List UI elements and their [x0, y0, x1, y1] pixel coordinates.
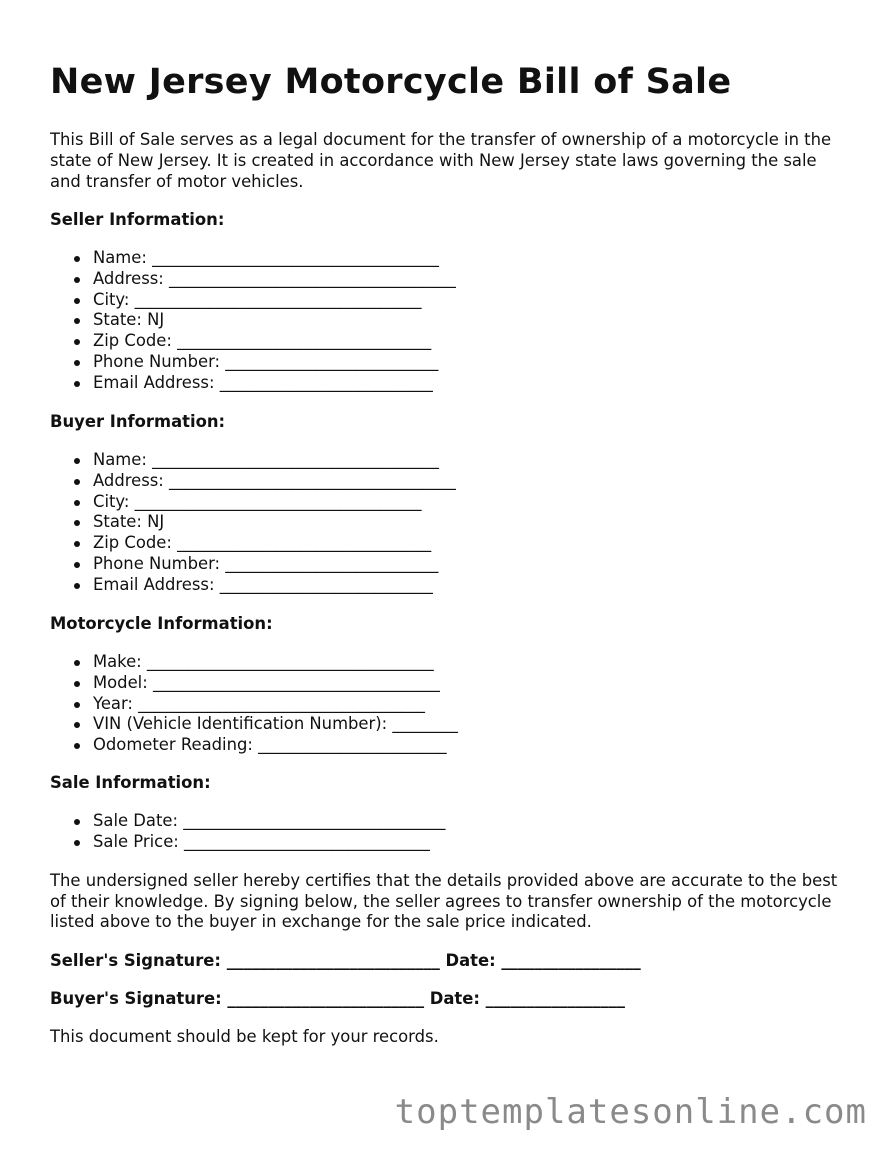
seller-state-field: State: NJ [93, 310, 456, 331]
seller-zip-field[interactable]: Zip Code: _______________________________ [93, 331, 456, 352]
motorcycle-model-field[interactable]: Model: ___________________________________ [93, 673, 458, 694]
records-note: This document should be kept for your records. [50, 1027, 439, 1046]
sale-date-field[interactable]: Sale Date: ________________________________ [93, 811, 446, 830]
buyer-state-field: State: NJ [93, 512, 456, 533]
sale-heading: Sale Information: [50, 773, 211, 792]
buyer-heading: Buyer Information: [50, 412, 226, 431]
seller-field-list [50, 248, 456, 394]
seller-address-field[interactable]: Address: ___________________________________ [93, 268, 456, 288]
buyer-zip-field[interactable]: Zip Code: _______________________________ [93, 533, 456, 554]
seller-email-field[interactable]: Email Address: __________________________ [93, 373, 456, 394]
seller-signature-line[interactable]: Seller's Signature: __________________________ Date: _________________ [50, 951, 641, 970]
buyer-name-field[interactable]: Name: ___________________________________ [93, 450, 456, 471]
motorcycle-make-field[interactable]: Make: ___________________________________ [93, 652, 458, 673]
buyer-email-field[interactable]: Email Address: __________________________ [93, 575, 456, 596]
seller-heading: Seller Information: [50, 210, 225, 229]
sale-field-list [50, 811, 445, 853]
sale-price-field[interactable]: Sale Price: ______________________________ [93, 832, 445, 853]
buyer-signature-line[interactable]: Buyer's Signature: ________________________ Date: _________________ [50, 989, 625, 1008]
intro-paragraph: This Bill of Sale serves as a legal document for the transfer of ownership of a motorcycle in the state of New Jersey. It is created in accordance with New Jersey state laws governing the sale and transfer of motor vehicles. [50, 130, 832, 191]
buyer-city-field[interactable]: City: ___________________________________ [93, 492, 456, 513]
seller-name-field[interactable]: Name: ___________________________________ [93, 248, 456, 269]
seller-phone-field[interactable]: Phone Number: __________________________ [93, 352, 456, 373]
buyer-phone-field[interactable]: Phone Number: __________________________ [93, 554, 456, 575]
document-title: New Jersey Motorcycle Bill of Sale [50, 62, 732, 102]
buyer-address-field[interactable]: Address: ___________________________________ [93, 470, 456, 490]
buyer-field-list [50, 450, 456, 596]
certification-paragraph: The undersigned seller hereby certifies that the details provided above are accurate to the best of their knowledge. By signing below, the seller agrees to transfer ownership of the motorcycle listed above to the buyer in exchange for the sale price indicated. [50, 871, 838, 931]
motorcycle-heading: Motorcycle Information: [50, 614, 273, 633]
motorcycle-field-list [50, 652, 458, 756]
seller-city-field[interactable]: City: ___________________________________ [93, 290, 456, 311]
motorcycle-vin-field[interactable]: VIN (Vehicle Identification Number): ________ [93, 714, 458, 734]
watermark-text: toptemplatesonline.com [394, 1092, 867, 1132]
motorcycle-year-field[interactable]: Year: ___________________________________ [93, 694, 458, 715]
motorcycle-odometer-field[interactable]: Odometer Reading: _______________________ [93, 735, 458, 756]
